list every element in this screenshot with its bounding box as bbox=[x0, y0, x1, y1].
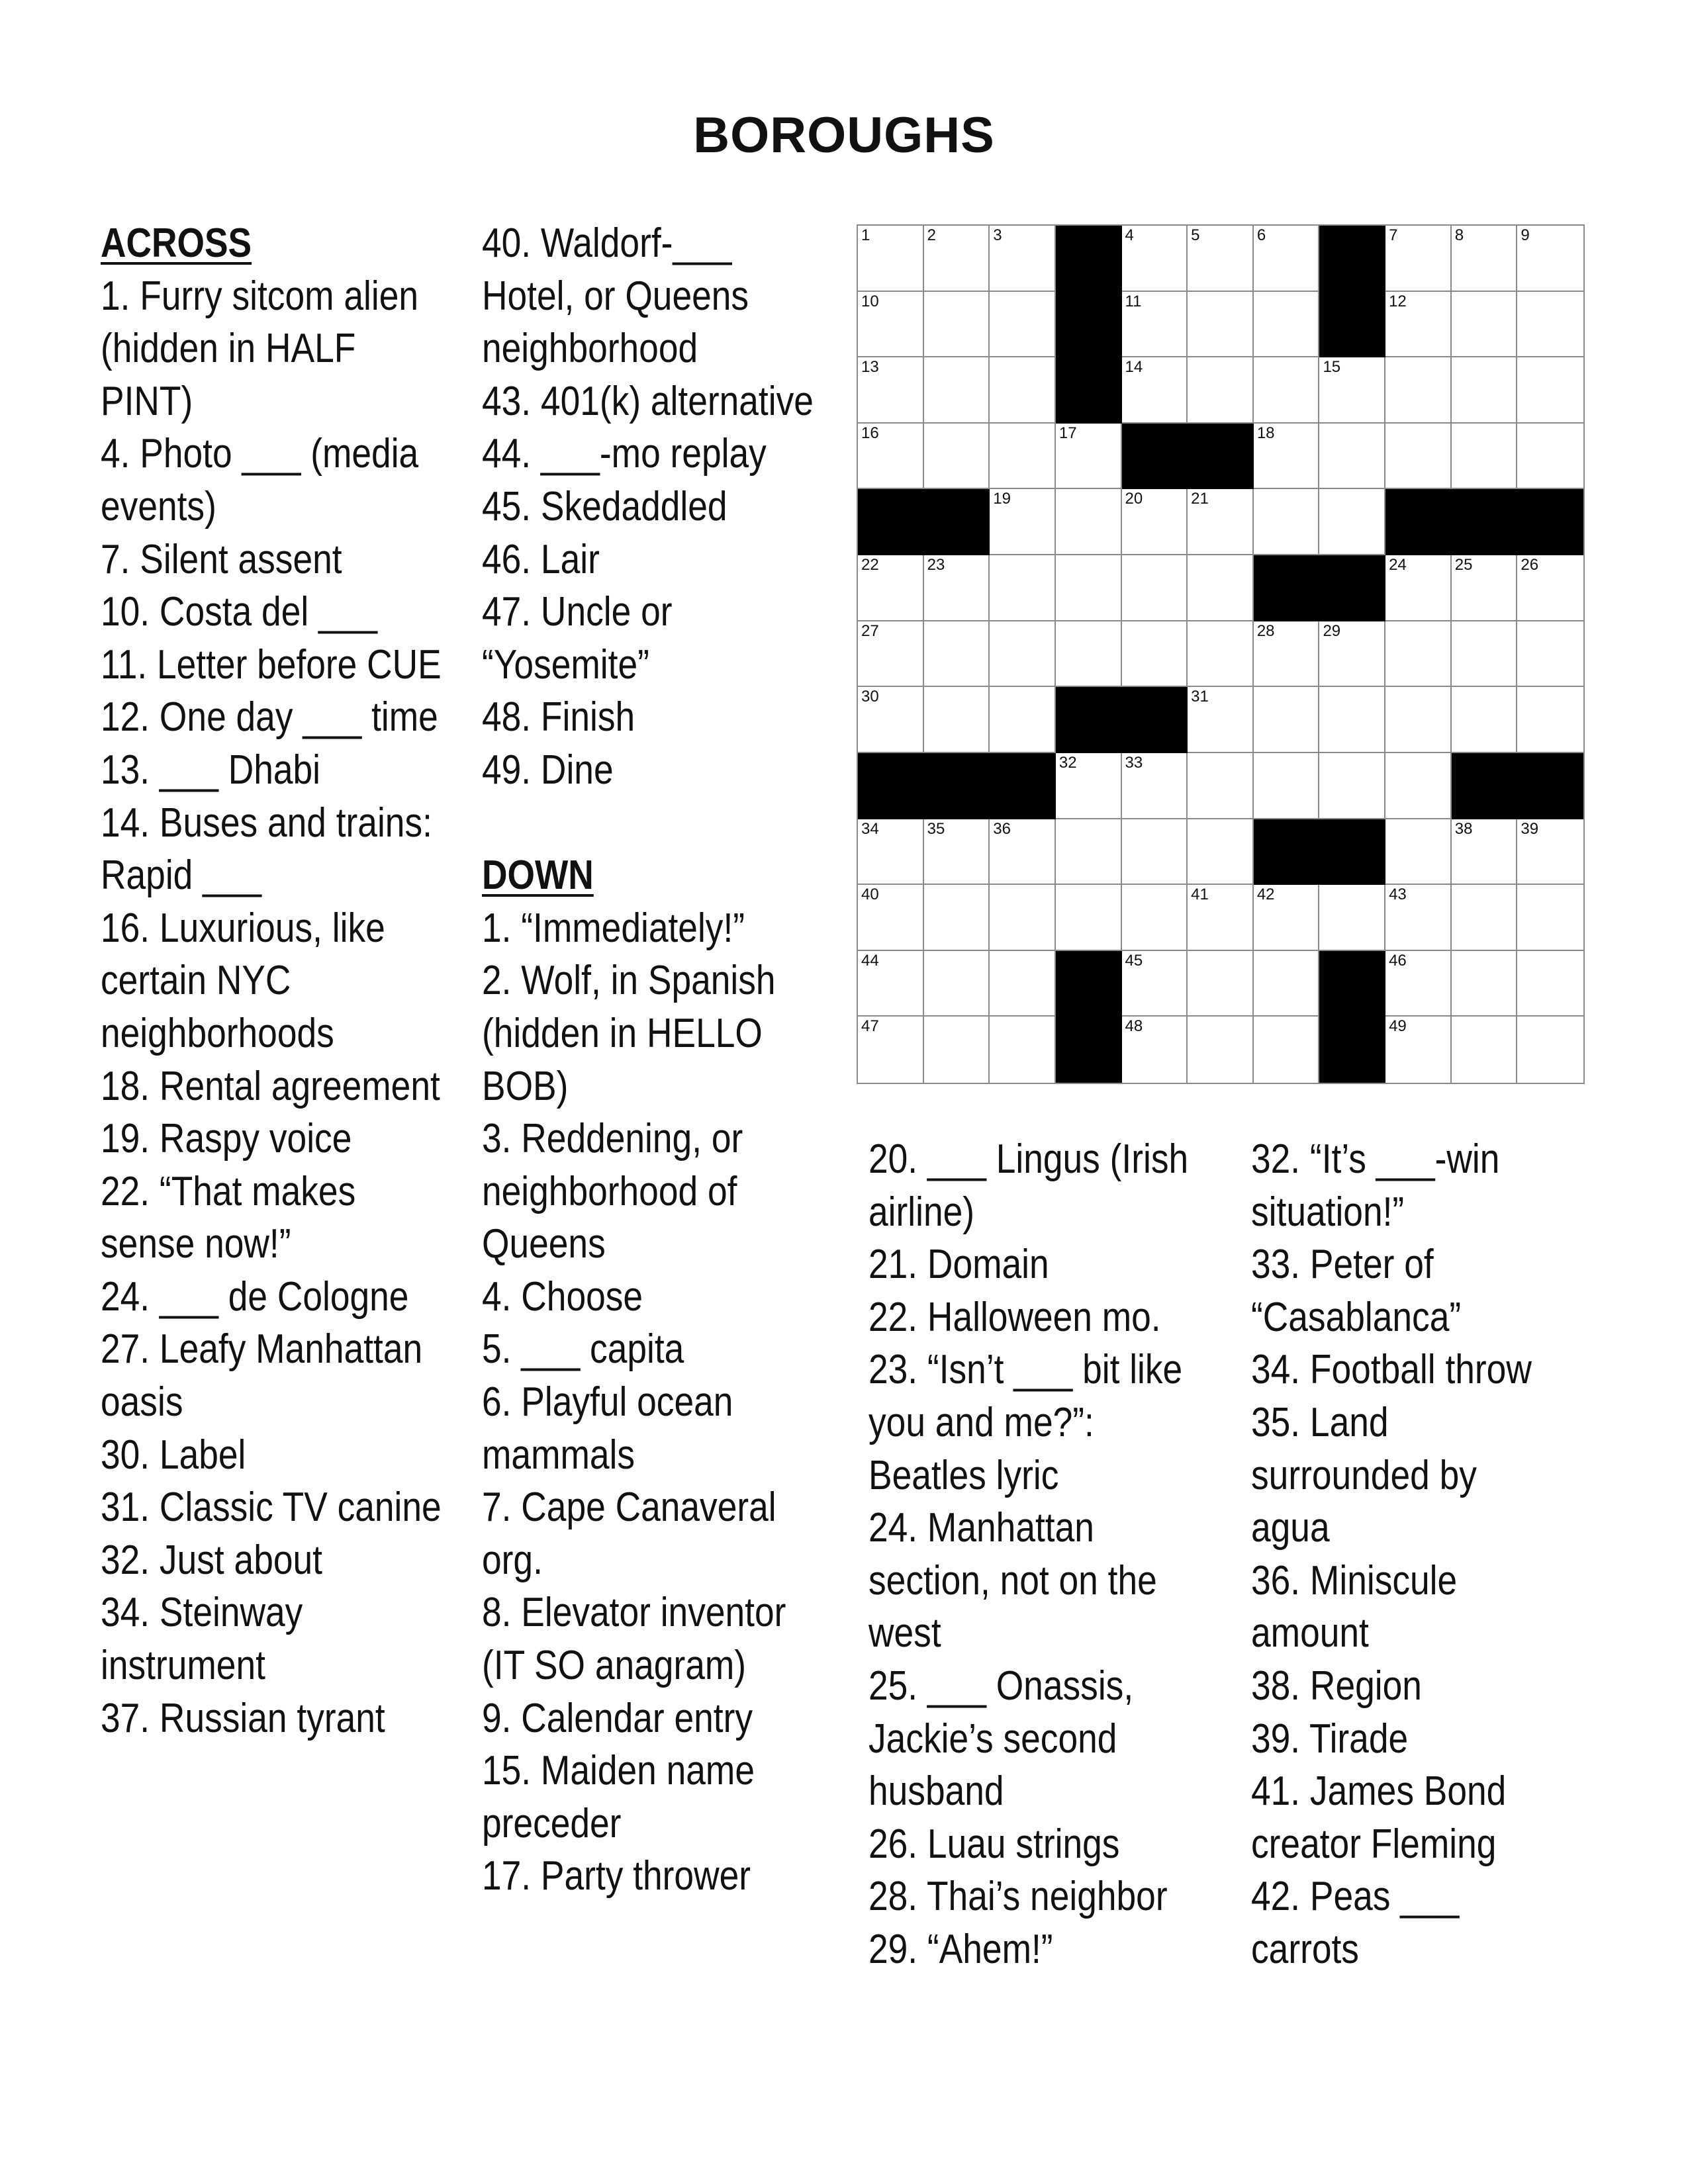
grid-cell[interactable] bbox=[858, 885, 924, 951]
clue-item: 1. Furry sitcom alien (hidden in HALF PINT) bbox=[101, 273, 419, 424]
clue-item: 34. Steinway instrument bbox=[101, 1590, 303, 1689]
grid-cell[interactable] bbox=[1254, 357, 1320, 424]
cell-number: 31 bbox=[1191, 688, 1209, 706]
puzzle-title: BOROUGHS bbox=[693, 107, 995, 163]
grid-cell[interactable] bbox=[924, 424, 990, 490]
grid-cell[interactable] bbox=[1254, 1017, 1320, 1083]
grid-cell[interactable] bbox=[1188, 226, 1254, 292]
grid-cell[interactable] bbox=[1517, 357, 1583, 424]
grid-cell[interactable] bbox=[1452, 226, 1518, 292]
grid-cell[interactable] bbox=[924, 226, 990, 292]
clue-item: 41. James Bond creator Fleming bbox=[1251, 1768, 1507, 1867]
grid-cell[interactable] bbox=[1385, 1017, 1452, 1083]
grid-cell[interactable] bbox=[1319, 357, 1385, 424]
black-square bbox=[1517, 489, 1583, 555]
grid-cell[interactable] bbox=[1517, 885, 1583, 951]
grid-cell[interactable] bbox=[1319, 621, 1385, 688]
grid-cell[interactable] bbox=[1254, 885, 1320, 951]
cell-number: 3 bbox=[993, 226, 1002, 244]
cell-number: 46 bbox=[1389, 951, 1407, 970]
grid-cell[interactable] bbox=[1319, 424, 1385, 490]
clue-item: 1. “Immediately!” bbox=[482, 905, 745, 951]
clue-item: 15. Maiden name preceder bbox=[482, 1748, 755, 1846]
cell-number: 26 bbox=[1521, 556, 1539, 574]
grid-cell[interactable] bbox=[1452, 555, 1518, 621]
grid-cell[interactable] bbox=[1122, 621, 1188, 688]
clue-item: 4. Photo ___ (media events) bbox=[101, 431, 419, 529]
black-square bbox=[1517, 753, 1583, 819]
grid-cell[interactable] bbox=[1056, 424, 1122, 490]
grid-cell[interactable] bbox=[1385, 555, 1452, 621]
black-square bbox=[1319, 226, 1385, 292]
clue-item: 24. ___ de Cologne bbox=[101, 1273, 409, 1320]
clue-item: 39. Tirade bbox=[1251, 1715, 1409, 1762]
black-square bbox=[1056, 951, 1122, 1017]
black-square bbox=[858, 753, 924, 819]
clue-item: 44. ___-mo replay bbox=[482, 431, 767, 477]
clue-item: 35. Land surrounded by agua bbox=[1251, 1399, 1477, 1551]
grid-cell[interactable] bbox=[1188, 489, 1254, 555]
clue-item: 19. Raspy voice bbox=[101, 1116, 352, 1162]
cell-number: 8 bbox=[1454, 226, 1464, 244]
grid-cell[interactable] bbox=[1122, 226, 1188, 292]
clue-item: 49. Dine bbox=[482, 747, 614, 793]
grid-cell[interactable] bbox=[1254, 424, 1320, 490]
grid-cell[interactable] bbox=[990, 424, 1056, 490]
grid-cell[interactable] bbox=[924, 1017, 990, 1083]
black-square bbox=[1319, 1017, 1385, 1083]
clue-item: 9. Calendar entry bbox=[482, 1695, 753, 1741]
grid-cell[interactable] bbox=[1452, 1017, 1518, 1083]
grid-cell[interactable] bbox=[1122, 753, 1188, 819]
clue-item: 45. Skedaddled bbox=[482, 483, 727, 529]
grid-cell[interactable] bbox=[1385, 621, 1452, 688]
grid-cell[interactable] bbox=[1122, 489, 1188, 555]
grid-cell[interactable] bbox=[990, 885, 1056, 951]
clue-item: 36. Miniscule amount bbox=[1251, 1557, 1458, 1657]
black-square bbox=[858, 489, 924, 555]
clue-item: 11. Letter before CUE bbox=[101, 641, 442, 688]
grid-cell[interactable] bbox=[1319, 753, 1385, 819]
black-square bbox=[924, 489, 990, 555]
grid-cell[interactable] bbox=[858, 424, 924, 490]
black-square bbox=[1385, 489, 1452, 555]
cell-number: 22 bbox=[861, 556, 879, 574]
grid-cell[interactable] bbox=[1056, 819, 1122, 886]
grid-cell[interactable] bbox=[990, 292, 1056, 358]
black-square bbox=[1122, 687, 1188, 753]
grid-cell[interactable] bbox=[990, 489, 1056, 555]
grid-cell[interactable] bbox=[990, 621, 1056, 688]
clue-item: 33. Peter of “Casablanca” bbox=[1251, 1242, 1462, 1340]
grid-cell[interactable] bbox=[1188, 357, 1254, 424]
down-clue-list bbox=[482, 902, 821, 1903]
clue-item: 13. ___ Dhabi bbox=[101, 747, 321, 793]
grid-cell[interactable] bbox=[1056, 621, 1122, 688]
grid-cell[interactable] bbox=[1188, 753, 1254, 819]
grid-cell[interactable] bbox=[1319, 687, 1385, 753]
cell-number: 10 bbox=[861, 292, 879, 310]
clue-item: 32. Just about bbox=[101, 1537, 322, 1583]
cell-number: 25 bbox=[1454, 556, 1473, 574]
grid-cell[interactable] bbox=[1517, 292, 1583, 358]
clue-item: 7. Silent assent bbox=[101, 536, 342, 582]
grid-cell[interactable] bbox=[1122, 819, 1188, 886]
cell-number: 40 bbox=[861, 886, 879, 904]
cell-number: 11 bbox=[1125, 292, 1142, 310]
grid-cell[interactable] bbox=[1452, 951, 1518, 1017]
clue-item: 25. ___ Onassis, Jackie’s second husband bbox=[868, 1662, 1134, 1815]
across-clues-column-1 bbox=[101, 217, 446, 1745]
grid-cell[interactable] bbox=[1188, 687, 1254, 753]
clue-item: 14. Buses and trains: Rapid ___ bbox=[101, 799, 432, 899]
grid-cell[interactable] bbox=[1188, 621, 1254, 688]
cell-number: 42 bbox=[1256, 886, 1275, 904]
clue-item: 46. Lair bbox=[482, 536, 600, 582]
grid-cell[interactable] bbox=[1452, 819, 1518, 886]
clue-item: 3. Reddening, or neighborhood of Queens bbox=[482, 1116, 743, 1267]
cell-number: 13 bbox=[861, 358, 879, 377]
clue-item: 20. ___ Lingus (Irish airline) bbox=[868, 1136, 1189, 1235]
cell-number: 45 bbox=[1125, 951, 1143, 970]
grid-cell[interactable] bbox=[990, 226, 1056, 292]
clue-item: 43. 401(k) alternative bbox=[482, 378, 814, 424]
across-clue-list-continued bbox=[482, 217, 821, 797]
cell-number: 41 bbox=[1191, 886, 1209, 904]
grid-cell[interactable] bbox=[924, 555, 990, 621]
down-clues-column-3 bbox=[868, 1133, 1192, 1976]
grid-cell[interactable] bbox=[1452, 424, 1518, 490]
black-square bbox=[1319, 292, 1385, 358]
black-square bbox=[1056, 292, 1122, 358]
grid-cell[interactable] bbox=[924, 687, 990, 753]
grid-cell[interactable] bbox=[990, 555, 1056, 621]
cell-number: 24 bbox=[1389, 556, 1407, 574]
grid-cell[interactable] bbox=[858, 292, 924, 358]
grid-cell[interactable] bbox=[1452, 687, 1518, 753]
grid-cell[interactable] bbox=[1056, 489, 1122, 555]
black-square bbox=[1056, 687, 1122, 753]
clue-item: 40. Waldorf-___ Hotel, or Queens neighborhood bbox=[482, 220, 749, 372]
grid-cell[interactable] bbox=[924, 357, 990, 424]
grid-cell[interactable] bbox=[924, 621, 990, 688]
clue-item: 4. Choose bbox=[482, 1273, 643, 1320]
crossword-grid bbox=[857, 224, 1585, 1084]
clue-item: 38. Region bbox=[1251, 1662, 1422, 1709]
cell-number: 4 bbox=[1125, 226, 1134, 244]
cell-number: 49 bbox=[1389, 1017, 1407, 1036]
grid-cell[interactable] bbox=[1122, 885, 1188, 951]
grid-cell[interactable] bbox=[924, 885, 990, 951]
black-square bbox=[1319, 951, 1385, 1017]
cell-number: 47 bbox=[861, 1017, 879, 1036]
clue-item: 18. Rental agreement bbox=[101, 1063, 440, 1109]
clues-column-2 bbox=[482, 217, 821, 1903]
clue-item: 2. Wolf, in Spanish (hidden in HELLO BOB) bbox=[482, 958, 776, 1109]
cell-number: 9 bbox=[1521, 226, 1530, 244]
cell-number: 43 bbox=[1389, 886, 1407, 904]
cell-number: 27 bbox=[861, 621, 879, 640]
down-clue-list-continued bbox=[868, 1133, 1192, 1976]
grid-cell[interactable] bbox=[1056, 555, 1122, 621]
grid-cell[interactable] bbox=[1254, 489, 1320, 555]
clue-item: 8. Elevator inventor (IT SO anagram) bbox=[482, 1590, 786, 1689]
cell-number: 17 bbox=[1058, 424, 1077, 442]
down-clue-list-final bbox=[1251, 1133, 1558, 1976]
clue-item: 34. Football throw bbox=[1251, 1347, 1532, 1393]
clue-item: 10. Costa del ___ bbox=[101, 589, 377, 635]
clue-item: 5. ___ capita bbox=[482, 1326, 684, 1373]
cell-number: 29 bbox=[1323, 621, 1341, 640]
clue-item: 22. Halloween mo. bbox=[868, 1294, 1161, 1340]
grid-cell[interactable] bbox=[924, 819, 990, 886]
black-square bbox=[1056, 1017, 1122, 1083]
grid-cell[interactable] bbox=[1385, 226, 1452, 292]
grid-cell[interactable] bbox=[1385, 885, 1452, 951]
black-square bbox=[924, 753, 990, 819]
black-square bbox=[1122, 424, 1188, 490]
cell-number: 14 bbox=[1125, 358, 1143, 377]
grid-cell[interactable] bbox=[1452, 357, 1518, 424]
cell-number: 39 bbox=[1521, 819, 1539, 838]
down-clues-column-4 bbox=[1251, 1133, 1558, 1976]
clue-item: 27. Leafy Manhattan oasis bbox=[101, 1326, 423, 1426]
grid-cell[interactable] bbox=[1254, 621, 1320, 688]
cell-number: 38 bbox=[1454, 819, 1473, 838]
grid-cell[interactable] bbox=[1452, 292, 1518, 358]
grid-cell[interactable] bbox=[1517, 555, 1583, 621]
grid-cell[interactable] bbox=[858, 357, 924, 424]
clue-item: 22. “That makes sense now!” bbox=[101, 1168, 356, 1267]
clue-item: 26. Luau strings bbox=[868, 1821, 1120, 1867]
section-spacer bbox=[482, 797, 821, 850]
clue-item: 24. Manhattan section, not on the west bbox=[868, 1505, 1157, 1657]
grid-cell[interactable] bbox=[858, 621, 924, 688]
black-square bbox=[1319, 819, 1385, 886]
black-square bbox=[1188, 424, 1254, 490]
grid-cell[interactable] bbox=[1517, 819, 1583, 886]
clue-item: 30. Label bbox=[101, 1432, 246, 1478]
clue-item: 42. Peas ___ carrots bbox=[1251, 1874, 1460, 1972]
cell-number: 16 bbox=[861, 424, 879, 442]
grid-cell[interactable] bbox=[1517, 1017, 1583, 1083]
grid-cell[interactable] bbox=[858, 951, 924, 1017]
cell-number: 20 bbox=[1125, 490, 1143, 508]
clue-item: 12. One day ___ time bbox=[101, 694, 438, 741]
down-heading: DOWN bbox=[482, 852, 594, 899]
grid-cell[interactable] bbox=[1452, 621, 1518, 688]
cell-number: 34 bbox=[861, 819, 879, 838]
black-square bbox=[1452, 753, 1518, 819]
black-square bbox=[1056, 357, 1122, 424]
grid-cell[interactable] bbox=[990, 687, 1056, 753]
grid-cell[interactable] bbox=[990, 951, 1056, 1017]
grid-cell[interactable] bbox=[1385, 951, 1452, 1017]
grid-cell[interactable] bbox=[1122, 292, 1188, 358]
clue-item: 16. Luxurious, like certain NYC neighborhoods bbox=[101, 905, 385, 1056]
grid-cell[interactable] bbox=[1188, 1017, 1254, 1083]
cell-number: 15 bbox=[1323, 358, 1341, 377]
black-square bbox=[990, 753, 1056, 819]
grid-cell[interactable] bbox=[990, 819, 1056, 886]
clue-item: 23. “Isn’t ___ bit like you and me?”: Beatles lyric bbox=[868, 1347, 1183, 1498]
cell-number: 2 bbox=[927, 226, 936, 244]
cell-number: 6 bbox=[1256, 226, 1266, 244]
grid-cell[interactable] bbox=[858, 555, 924, 621]
cell-number: 7 bbox=[1389, 226, 1398, 244]
clue-item: 32. “It’s ___-win situation!” bbox=[1251, 1136, 1500, 1235]
black-square bbox=[1056, 226, 1122, 292]
grid-cell[interactable] bbox=[1188, 951, 1254, 1017]
grid-cell[interactable] bbox=[858, 226, 924, 292]
grid-cell[interactable] bbox=[1188, 819, 1254, 886]
grid-cell[interactable] bbox=[1385, 819, 1452, 886]
grid-cell[interactable] bbox=[1517, 621, 1583, 688]
grid-cell[interactable] bbox=[1452, 885, 1518, 951]
clue-item: 47. Uncle or “Yosemite” bbox=[482, 589, 673, 688]
grid-cell[interactable] bbox=[858, 687, 924, 753]
across-clue-list bbox=[101, 270, 446, 1745]
grid-cell[interactable] bbox=[1254, 951, 1320, 1017]
clue-item: 29. “Ahem!” bbox=[868, 1926, 1053, 1972]
cell-number: 44 bbox=[861, 951, 879, 970]
cell-number: 18 bbox=[1256, 424, 1275, 442]
clue-item: 28. Thai’s neighbor bbox=[868, 1874, 1168, 1920]
cell-number: 33 bbox=[1125, 753, 1143, 772]
grid-cell[interactable] bbox=[1056, 753, 1122, 819]
clue-item: 17. Party thrower bbox=[482, 1853, 751, 1899]
cell-number: 30 bbox=[861, 688, 879, 706]
grid-cell[interactable] bbox=[990, 1017, 1056, 1083]
grid-cell[interactable] bbox=[1517, 424, 1583, 490]
grid-cell[interactable] bbox=[1188, 292, 1254, 358]
grid-cell[interactable] bbox=[1056, 885, 1122, 951]
grid-cell[interactable] bbox=[1188, 885, 1254, 951]
grid-cell[interactable] bbox=[1385, 753, 1452, 819]
cell-number: 35 bbox=[927, 819, 945, 838]
black-square bbox=[1254, 555, 1320, 621]
clue-item: 21. Domain bbox=[868, 1242, 1049, 1288]
grid-cell[interactable] bbox=[1122, 357, 1188, 424]
cell-number: 19 bbox=[993, 490, 1011, 508]
clue-item: 48. Finish bbox=[482, 694, 635, 741]
cell-number: 28 bbox=[1256, 621, 1275, 640]
grid-cell[interactable] bbox=[1254, 687, 1320, 753]
grid-cell[interactable] bbox=[924, 951, 990, 1017]
across-heading: ACROSS bbox=[101, 220, 252, 266]
grid-cell[interactable] bbox=[924, 292, 990, 358]
cell-number: 12 bbox=[1389, 292, 1407, 310]
cell-number: 36 bbox=[993, 819, 1011, 838]
grid-cell[interactable] bbox=[1385, 292, 1452, 358]
black-square bbox=[1452, 489, 1518, 555]
grid-cell[interactable] bbox=[1319, 489, 1385, 555]
grid-cell[interactable] bbox=[1122, 555, 1188, 621]
grid-cell[interactable] bbox=[1517, 951, 1583, 1017]
clue-item: 6. Playful ocean mammals bbox=[482, 1379, 733, 1478]
black-square bbox=[1254, 819, 1320, 886]
cell-number: 32 bbox=[1058, 753, 1077, 772]
grid-cell[interactable] bbox=[1254, 753, 1320, 819]
cell-number: 23 bbox=[927, 556, 945, 574]
cell-number: 21 bbox=[1191, 490, 1209, 508]
grid-cell[interactable] bbox=[1254, 226, 1320, 292]
grid-cell[interactable] bbox=[1517, 687, 1583, 753]
clue-item: 31. Classic TV canine bbox=[101, 1484, 442, 1531]
grid-cell[interactable] bbox=[1517, 226, 1583, 292]
grid-cell[interactable] bbox=[858, 1017, 924, 1083]
grid-cell[interactable] bbox=[1385, 357, 1452, 424]
grid-cell[interactable] bbox=[1385, 687, 1452, 753]
grid-cell[interactable] bbox=[990, 357, 1056, 424]
grid-cell[interactable] bbox=[1122, 1017, 1188, 1083]
grid-cell[interactable] bbox=[858, 819, 924, 886]
clue-item: 37. Russian tyrant bbox=[101, 1695, 385, 1741]
grid-cell[interactable] bbox=[1122, 951, 1188, 1017]
black-square bbox=[1319, 555, 1385, 621]
cell-number: 48 bbox=[1125, 1017, 1143, 1036]
grid-cell[interactable] bbox=[1188, 555, 1254, 621]
cell-number: 1 bbox=[861, 226, 870, 244]
grid-cell[interactable] bbox=[1385, 424, 1452, 490]
clue-item: 7. Cape Canaveral org. bbox=[482, 1484, 776, 1583]
grid-cell[interactable] bbox=[1319, 885, 1385, 951]
cell-number: 5 bbox=[1191, 226, 1200, 244]
grid-cell[interactable] bbox=[1254, 292, 1320, 358]
